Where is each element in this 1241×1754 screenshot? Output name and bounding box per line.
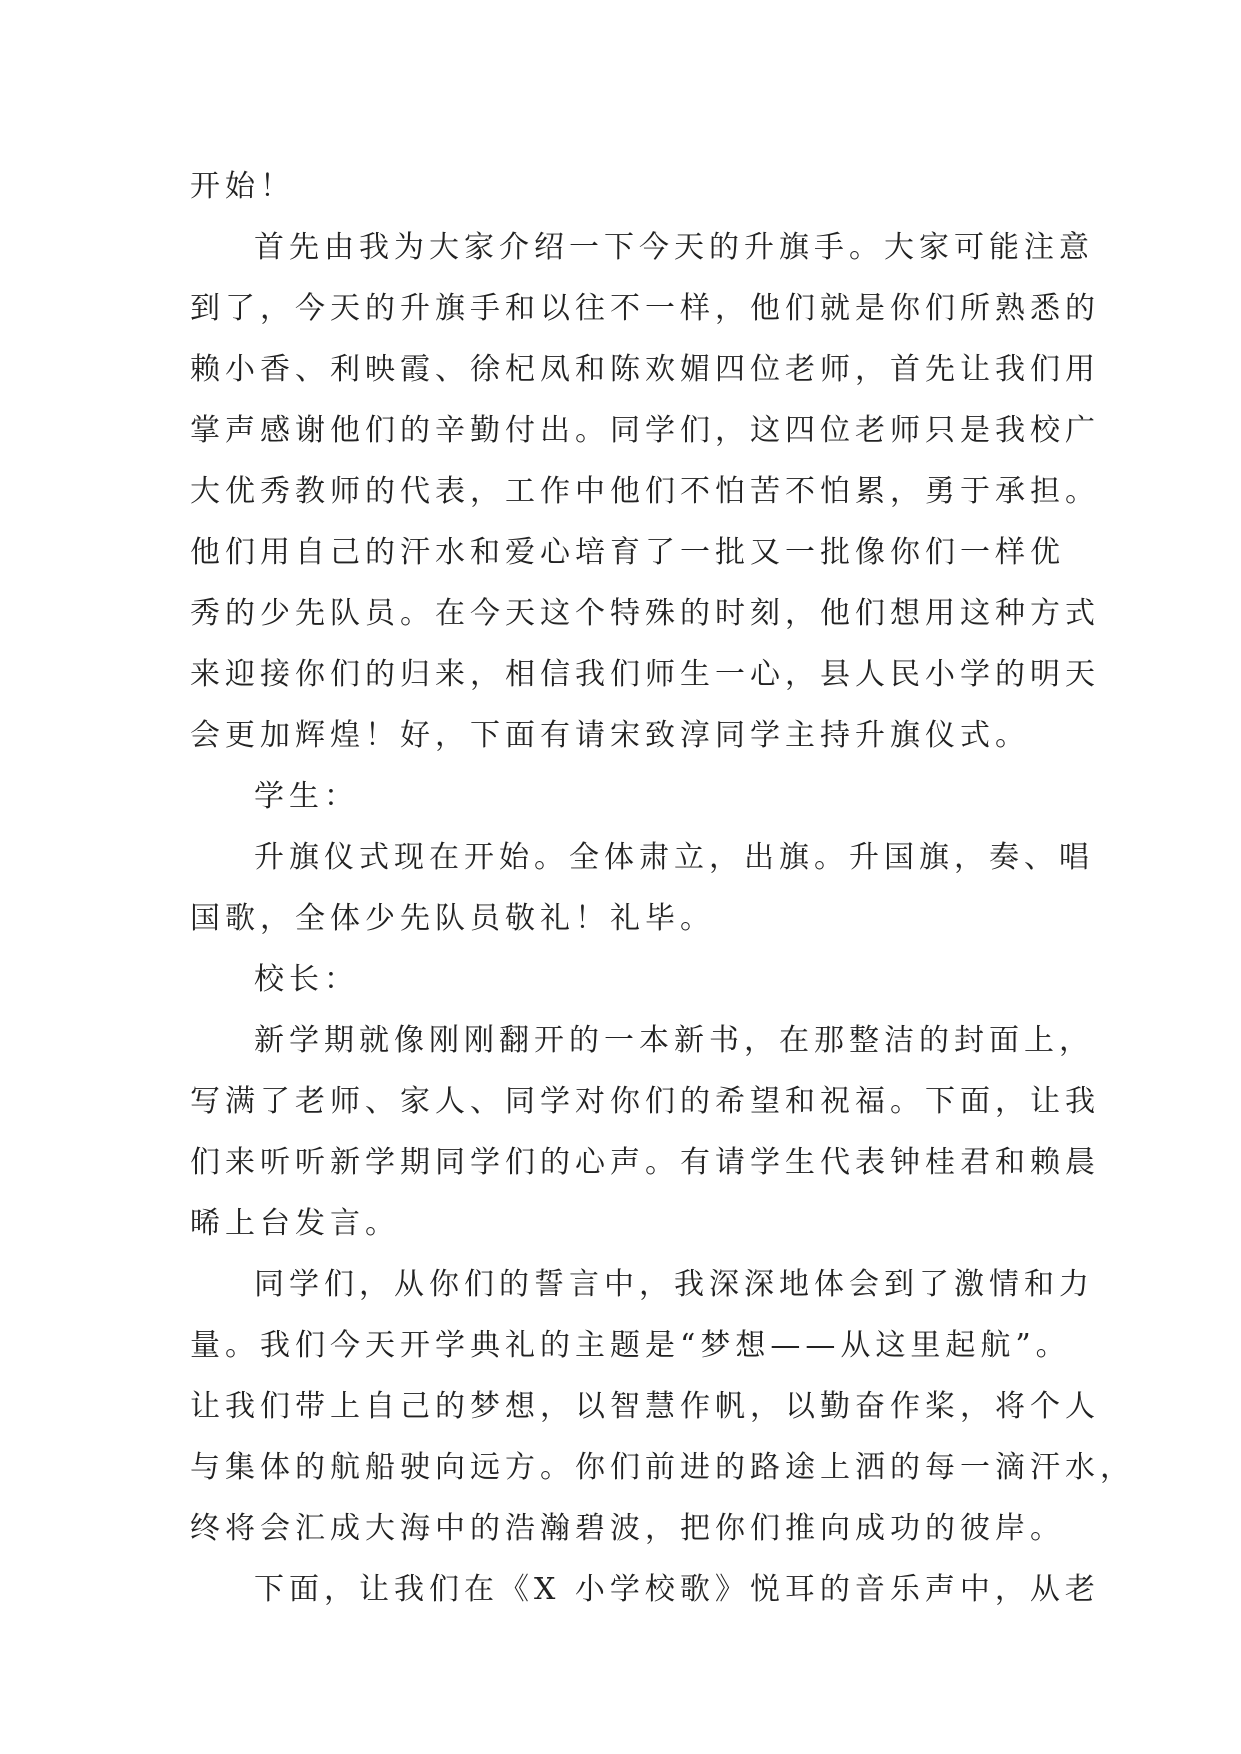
- text-line: 秀的少先队员。在今天这个特殊的时刻，他们想用这种方式: [190, 596, 1100, 631]
- text-line: 赖小香、利映霞、徐杞凤和陈欢媚四位老师，首先让我们用: [190, 352, 1100, 387]
- text-line: 掌声感谢他们的辛勤付出。同学们，这四位老师只是我校广: [190, 413, 1100, 448]
- text-line: 国歌，全体少先队员敬礼！礼毕。: [190, 901, 715, 936]
- text-line: 同学们，从你们的誓言中，我深深地体会到了激情和力: [254, 1267, 1094, 1302]
- text-line: 首先由我为大家介绍一下今天的升旗手。大家可能注意: [254, 230, 1094, 265]
- text-line: 学生：: [254, 779, 359, 814]
- text-line: 开始！: [190, 169, 295, 204]
- text-line: 他们用自己的汗水和爱心培育了一批又一批像你们一样优: [190, 535, 1065, 570]
- text-line: 会更加辉煌！好，下面有请宋致淳同学主持升旗仪式。: [190, 718, 1030, 753]
- text-line: 与集体的航船驶向远方。你们前进的路途上洒的每一滴汗水，: [190, 1450, 1135, 1485]
- text-line: 新学期就像刚刚翻开的一本新书，在那整洁的封面上，: [254, 1023, 1094, 1058]
- text-line: 升旗仪式现在开始。全体肃立，出旗。升国旗，奏、唱: [254, 840, 1094, 875]
- text-line: 大优秀教师的代表，工作中他们不怕苦不怕累，勇于承担。: [190, 474, 1100, 509]
- text-line: 校长：: [254, 962, 359, 997]
- text-line: 们来听听新学期同学们的心声。有请学生代表钟桂君和赖晨: [190, 1145, 1100, 1180]
- text-line: 让我们带上自己的梦想，以智慧作帆，以勤奋作桨，将个人: [190, 1389, 1100, 1424]
- text-line: 下面，让我们在《X 小学校歌》悦耳的音乐声中，从老: [254, 1572, 1100, 1607]
- document-body: [190, 156, 1135, 1620]
- text-line: 到了，今天的升旗手和以往不一样，他们就是你们所熟悉的: [190, 291, 1100, 326]
- text-line: 量。我们今天开学典礼的主题是“梦想——从这里起航”。: [190, 1328, 1071, 1363]
- text-line: 晞上台发言。: [190, 1206, 400, 1241]
- text-line: 终将会汇成大海中的浩瀚碧波，把你们推向成功的彼岸。: [190, 1511, 1065, 1546]
- text-line: 来迎接你们的归来，相信我们师生一心，县人民小学的明天: [190, 657, 1100, 692]
- text-line: 写满了老师、家人、同学对你们的希望和祝福。下面，让我: [190, 1084, 1100, 1119]
